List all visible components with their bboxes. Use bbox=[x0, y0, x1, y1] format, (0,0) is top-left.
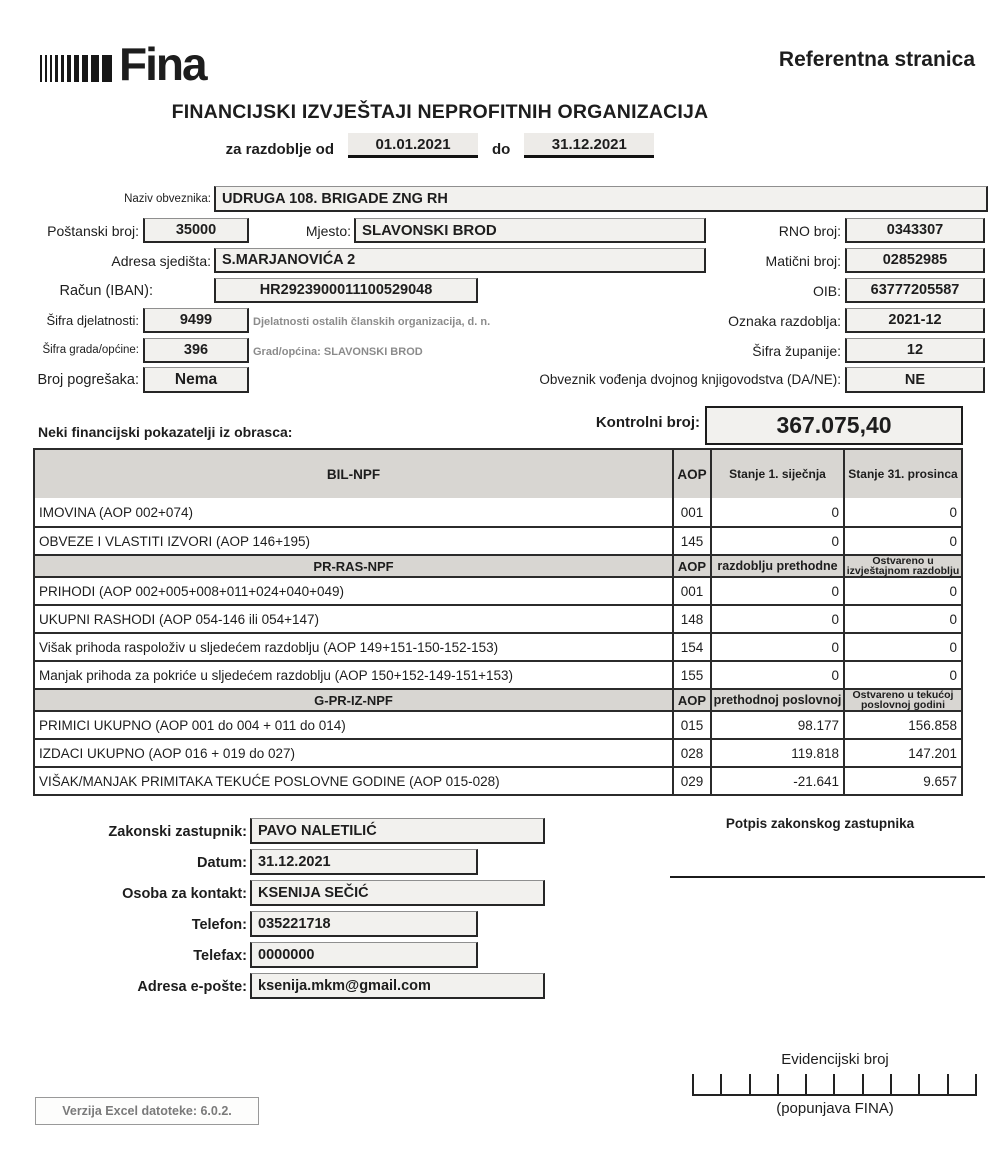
row-label: VIŠAK/MANJAK PRIMITAKA TEKUĆE POSLOVNE GODINE (AOP 015-028) bbox=[39, 773, 500, 789]
naziv-field: UDRUGA 108. BRIGADE ZNG RH bbox=[214, 186, 988, 212]
table-section-row bbox=[35, 688, 961, 710]
row-value-2: 0 bbox=[843, 606, 961, 632]
sifra-zupanije-field: 12 bbox=[845, 338, 985, 363]
comb-tick bbox=[918, 1074, 920, 1094]
mjesto-label: Mjesto: bbox=[305, 223, 351, 239]
row-label: Manjak prihoda za pokriće u sljedećem razdoblju (AOP 150+152-149-151+153) bbox=[39, 667, 514, 683]
comb-tick bbox=[692, 1074, 694, 1094]
broj-pogresaka-label: Broj pogrešaka: bbox=[37, 372, 139, 388]
row-value-1: razdoblju prethodne bbox=[710, 556, 843, 576]
oznaka-razdoblja-label: Oznaka razdoblja: bbox=[728, 313, 841, 329]
page-label: Referentna stranica bbox=[778, 48, 975, 71]
row-value-2-line1: Ostvareno u bbox=[872, 556, 934, 567]
period-to-field: 31.12.2021 bbox=[524, 133, 654, 158]
racun-field: HR2923900011100529048 bbox=[214, 278, 478, 303]
comb-tick bbox=[833, 1074, 835, 1094]
rno-broj-field: 0343307 bbox=[845, 218, 985, 243]
fina-bar-icon bbox=[74, 55, 79, 82]
fina-bar-icon bbox=[61, 55, 64, 82]
row-value-1: 119.818 bbox=[710, 740, 843, 766]
signature-line bbox=[670, 876, 985, 878]
fina-bar-icon bbox=[50, 55, 52, 82]
kontrolni-broj-field: 367.075,40 bbox=[705, 406, 963, 445]
row-value-2-line1: Ostvareno u tekućoj bbox=[852, 690, 954, 701]
row-aop: 001 bbox=[672, 498, 710, 526]
kontrolni-broj-label: Kontrolni broj: bbox=[595, 414, 700, 431]
row-aop: 015 bbox=[672, 712, 710, 738]
fina-logo-text: Fina bbox=[119, 38, 206, 90]
row-label: G-PR-IZ-NPF bbox=[314, 692, 393, 708]
row-value-2-line2: izvještajnom razdoblju bbox=[846, 565, 960, 576]
mjesto-field: SLAVONSKI BROD bbox=[354, 218, 706, 243]
email-field: ksenija.mkm@gmail.com bbox=[250, 973, 545, 999]
row-value-1: -21.641 bbox=[710, 768, 843, 794]
row-value-2: 9.657 bbox=[843, 768, 961, 794]
racun-label: Račun (IBAN): bbox=[59, 283, 153, 299]
row-aop: AOP bbox=[672, 690, 710, 710]
row-value-1: prethodnoj poslovnoj bbox=[710, 690, 843, 710]
sifra-grada-field: 396 bbox=[143, 338, 249, 363]
row-value-1: 0 bbox=[710, 578, 843, 604]
datum-label: Datum: bbox=[197, 855, 247, 871]
table-row bbox=[35, 604, 961, 632]
telefon-field: 035221718 bbox=[250, 911, 478, 937]
sifra-zupanije-label: Šifra županije: bbox=[752, 343, 841, 359]
kontakt-field: KSENIJA SEČIĆ bbox=[250, 880, 545, 906]
row-value-2 bbox=[843, 690, 961, 710]
comb-tick bbox=[805, 1074, 807, 1094]
kontakt-label: Osoba za kontakt: bbox=[122, 886, 247, 902]
table-row bbox=[35, 632, 961, 660]
row-value-2 bbox=[843, 556, 961, 576]
grad-note: Grad/općina: SLAVONSKI BROD bbox=[253, 346, 423, 358]
row-label: UKUPNI RASHODI (AOP 054-146 ili 054+147) bbox=[39, 611, 319, 627]
row-value-2: 147.201 bbox=[843, 740, 961, 766]
comb-tick bbox=[975, 1074, 977, 1094]
row-label: PR-RAS-NPF bbox=[313, 558, 394, 574]
telefax-label: Telefax: bbox=[193, 948, 247, 964]
row-value-1: 98.177 bbox=[710, 712, 843, 738]
row-aop: AOP bbox=[672, 556, 710, 576]
postanski-broj-label: Poštanski broj: bbox=[47, 223, 139, 239]
header-col1: BIL-NPF bbox=[326, 466, 381, 482]
comb-tick bbox=[862, 1074, 864, 1094]
row-value-2: 0 bbox=[843, 634, 961, 660]
telefax-field: 0000000 bbox=[250, 942, 478, 968]
sifra-grada-label: Šifra grada/općine: bbox=[42, 344, 139, 356]
row-aop: 148 bbox=[672, 606, 710, 632]
financial-indicators-table bbox=[33, 448, 963, 796]
header-col2: AOP bbox=[672, 450, 710, 498]
sifra-djelatnosti-label: Šifra djelatnosti: bbox=[46, 313, 139, 328]
fina-bar-icon bbox=[91, 55, 99, 82]
period-mid: do bbox=[492, 141, 511, 158]
row-value-2: 0 bbox=[843, 498, 961, 526]
table-row bbox=[35, 766, 961, 794]
row-label: Višak prihoda raspoloživ u sljedećem razdoblju (AOP 149+151-150-152-153) bbox=[39, 639, 499, 655]
fina-logo-bars-icon bbox=[40, 53, 115, 83]
row-aop: 029 bbox=[672, 768, 710, 794]
adresa-label: Adresa sjedišta: bbox=[111, 253, 211, 269]
row-value-1: 0 bbox=[710, 606, 843, 632]
header-col4: Stanje 31. prosinca bbox=[843, 450, 961, 498]
dvojno-knjigovodstvo-field: NE bbox=[845, 367, 985, 393]
row-aop: 028 bbox=[672, 740, 710, 766]
naziv-label: Naziv obveznika: bbox=[124, 193, 211, 205]
djelatnost-note: Djelatnosti ostalih članskih organizacija, d. n. bbox=[253, 316, 491, 328]
adresa-field: S.MARJANOVIĆA 2 bbox=[214, 248, 706, 273]
row-value-2: 0 bbox=[843, 578, 961, 604]
table-row bbox=[35, 526, 961, 554]
oib-label: OIB: bbox=[812, 283, 841, 299]
indicators-section-label: Neki financijski pokazatelji iz obrasca: bbox=[38, 424, 293, 440]
row-label: IZDACI UKUPNO (AOP 016 + 019 do 027) bbox=[39, 745, 295, 761]
period-prefix: za razdoblje od bbox=[225, 141, 335, 158]
row-value-2-line2: poslovnoj godini bbox=[861, 699, 945, 710]
row-value-2: 0 bbox=[843, 662, 961, 688]
evidencijski-broj-label: Evidencijski broj bbox=[781, 1051, 889, 1068]
zastupnik-label: Zakonski zastupnik: bbox=[108, 824, 247, 840]
excel-version-badge: Verzija Excel datoteke: 6.0.2. bbox=[35, 1097, 259, 1125]
table-body bbox=[35, 498, 961, 794]
row-label: OBVEZE I VLASTITI IZVORI (AOP 146+195) bbox=[39, 533, 310, 549]
fina-bar-icon bbox=[55, 55, 58, 82]
comb-tick bbox=[777, 1074, 779, 1094]
maticni-broj-label: Matični broj: bbox=[765, 253, 841, 269]
period-line bbox=[0, 133, 880, 158]
row-aop: 155 bbox=[672, 662, 710, 688]
oznaka-razdoblja-field: 2021-12 bbox=[845, 308, 985, 333]
zastupnik-field: PAVO NALETILIĆ bbox=[250, 818, 545, 844]
popunjava-fina-note: (popunjava FINA) bbox=[776, 1100, 894, 1117]
period-from-field: 01.01.2021 bbox=[348, 133, 478, 158]
rno-broj-label: RNO broj: bbox=[778, 223, 841, 239]
row-value-1: 0 bbox=[710, 662, 843, 688]
comb-tick bbox=[947, 1074, 949, 1094]
fina-bar-icon bbox=[45, 55, 47, 82]
row-value-1: 0 bbox=[710, 634, 843, 660]
row-value-2: 0 bbox=[843, 528, 961, 554]
postanski-broj-field: 35000 bbox=[143, 218, 249, 243]
row-value-1: 0 bbox=[710, 498, 843, 526]
document-title: FINANCIJSKI IZVJEŠTAJI NEPROFITNIH ORGANIZACIJA bbox=[171, 101, 709, 123]
table-row bbox=[35, 710, 961, 738]
row-value-2: 156.858 bbox=[843, 712, 961, 738]
oib-field: 63777205587 bbox=[845, 278, 985, 303]
evidencijski-comb-field bbox=[692, 1074, 977, 1096]
table-row bbox=[35, 738, 961, 766]
row-aop: 154 bbox=[672, 634, 710, 660]
broj-pogresaka-field: Nema bbox=[143, 367, 249, 393]
table-section-row bbox=[35, 554, 961, 576]
telefon-label: Telefon: bbox=[191, 917, 247, 933]
header-col3: Stanje 1. siječnja bbox=[710, 450, 843, 498]
fina-bar-icon bbox=[40, 55, 42, 82]
row-aop: 145 bbox=[672, 528, 710, 554]
datum-field: 31.12.2021 bbox=[250, 849, 478, 875]
row-aop: 001 bbox=[672, 578, 710, 604]
fina-bar-icon bbox=[82, 55, 88, 82]
comb-tick bbox=[749, 1074, 751, 1094]
row-label: IMOVINA (AOP 002+074) bbox=[39, 504, 193, 520]
fina-bar-icon bbox=[67, 55, 71, 82]
fina-bar-icon bbox=[102, 55, 112, 82]
dvojno-knjigovodstvo-label: Obveznik vođenja dvojnog knjigovodstva (DA/NE): bbox=[539, 372, 841, 387]
sifra-djelatnosti-field: 9499 bbox=[143, 308, 249, 333]
row-label: PRIHODI (AOP 002+005+008+011+024+040+049) bbox=[39, 583, 344, 599]
row-value-1: 0 bbox=[710, 528, 843, 554]
comb-tick bbox=[720, 1074, 722, 1094]
comb-tick bbox=[890, 1074, 892, 1094]
table-header-row bbox=[35, 450, 961, 498]
fina-logo bbox=[40, 38, 206, 92]
maticni-broj-field: 02852985 bbox=[845, 248, 985, 273]
row-label: PRIMICI UKUPNO (AOP 001 do 004 + 011 do 014) bbox=[39, 717, 346, 733]
table-row bbox=[35, 660, 961, 688]
email-label: Adresa e-pošte: bbox=[137, 979, 247, 995]
table-row bbox=[35, 576, 961, 604]
table-row bbox=[35, 498, 961, 526]
signature-label: Potpis zakonskog zastupnika bbox=[725, 816, 915, 831]
